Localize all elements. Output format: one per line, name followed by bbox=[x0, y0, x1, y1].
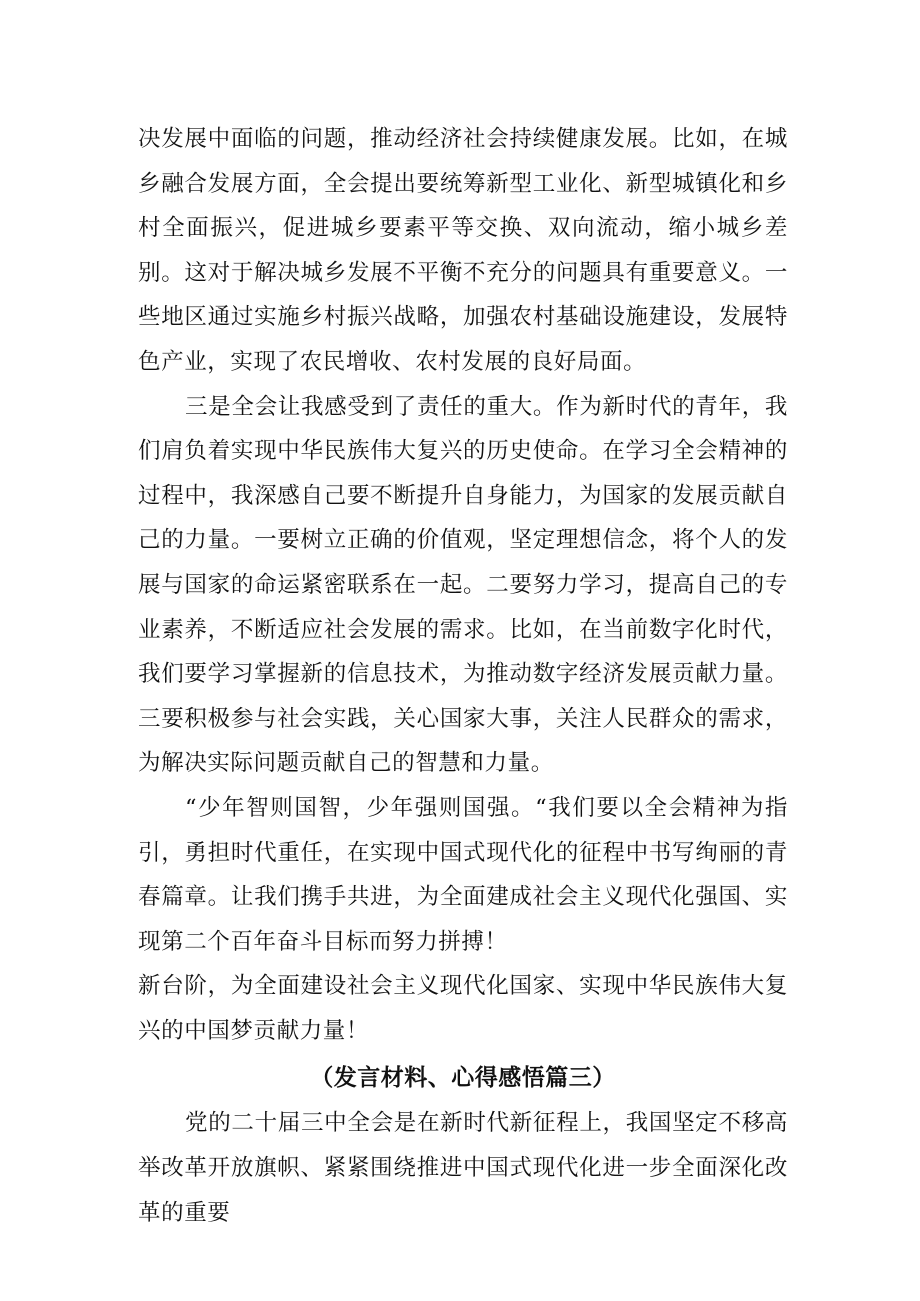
document-body bbox=[138, 117, 788, 1235]
paragraph-responsibility: 三是全会让我感受到了责任的重大。作为新时代的青年，我们肩负着实现中华民族伟大复兴的历史使命。在学习全会精神的过程中，我深感自己要不断提升自身能力，为国家的发展贡献自己的力量。一要树立正确的价值观，坚定理想信念，将个人的发展与国家的命运紧密联系在一起。二要努力学习，提高自己的专业素养，不断适应社会发展的需求。比如，在当前数字化时代，我们要学习掌握新的信息技术，为推动数字经济发展贡献力量。三要积极参与社会实践，关心国家大事，关注人民群众的需求，为解决实际问题贡献自己的智慧和力量。 bbox=[138, 393, 788, 777]
paragraph-youth-quote: “少年智则国智，少年强则国强。“我们要以全会精神为指引，勇担时代重任，在实现中国式现代化的征程中书写绚丽的青春篇章。让我们携手共进，为全面建成社会主义现代化强国、实现第二个百年奋斗目标而努力拼搏！ bbox=[138, 794, 788, 955]
paragraph-urban-rural: 决发展中面临的问题，推动经济社会持续健康发展。比如，在城乡融合发展方面，全会提出要统筹新型工业化、新型城镇化和乡村全面振兴，促进城乡要素平等交换、双向流动，缩小城乡差别。这对于解决城乡发展不平衡不充分的问题具有重要意义。一些地区通过实施乡村振兴战略，加强农村基础设施建设，发展特色产业，实现了农民增收、农村发展的良好局面。 bbox=[138, 126, 788, 375]
paragraph-closing: 新台阶，为全面建设社会主义现代化国家、实现中华民族伟大复兴的中国梦贡献力量！ bbox=[138, 973, 788, 1044]
paragraph-third-plenum: 党的二十届三中全会是在新时代新征程上，我国坚定不移高举改革开放旗帜、紧紧围绕推进中国式现代化进一步全面深化改革的重要 bbox=[138, 1110, 788, 1226]
section-heading: （发言材料、心得感悟篇三） bbox=[310, 1065, 616, 1092]
